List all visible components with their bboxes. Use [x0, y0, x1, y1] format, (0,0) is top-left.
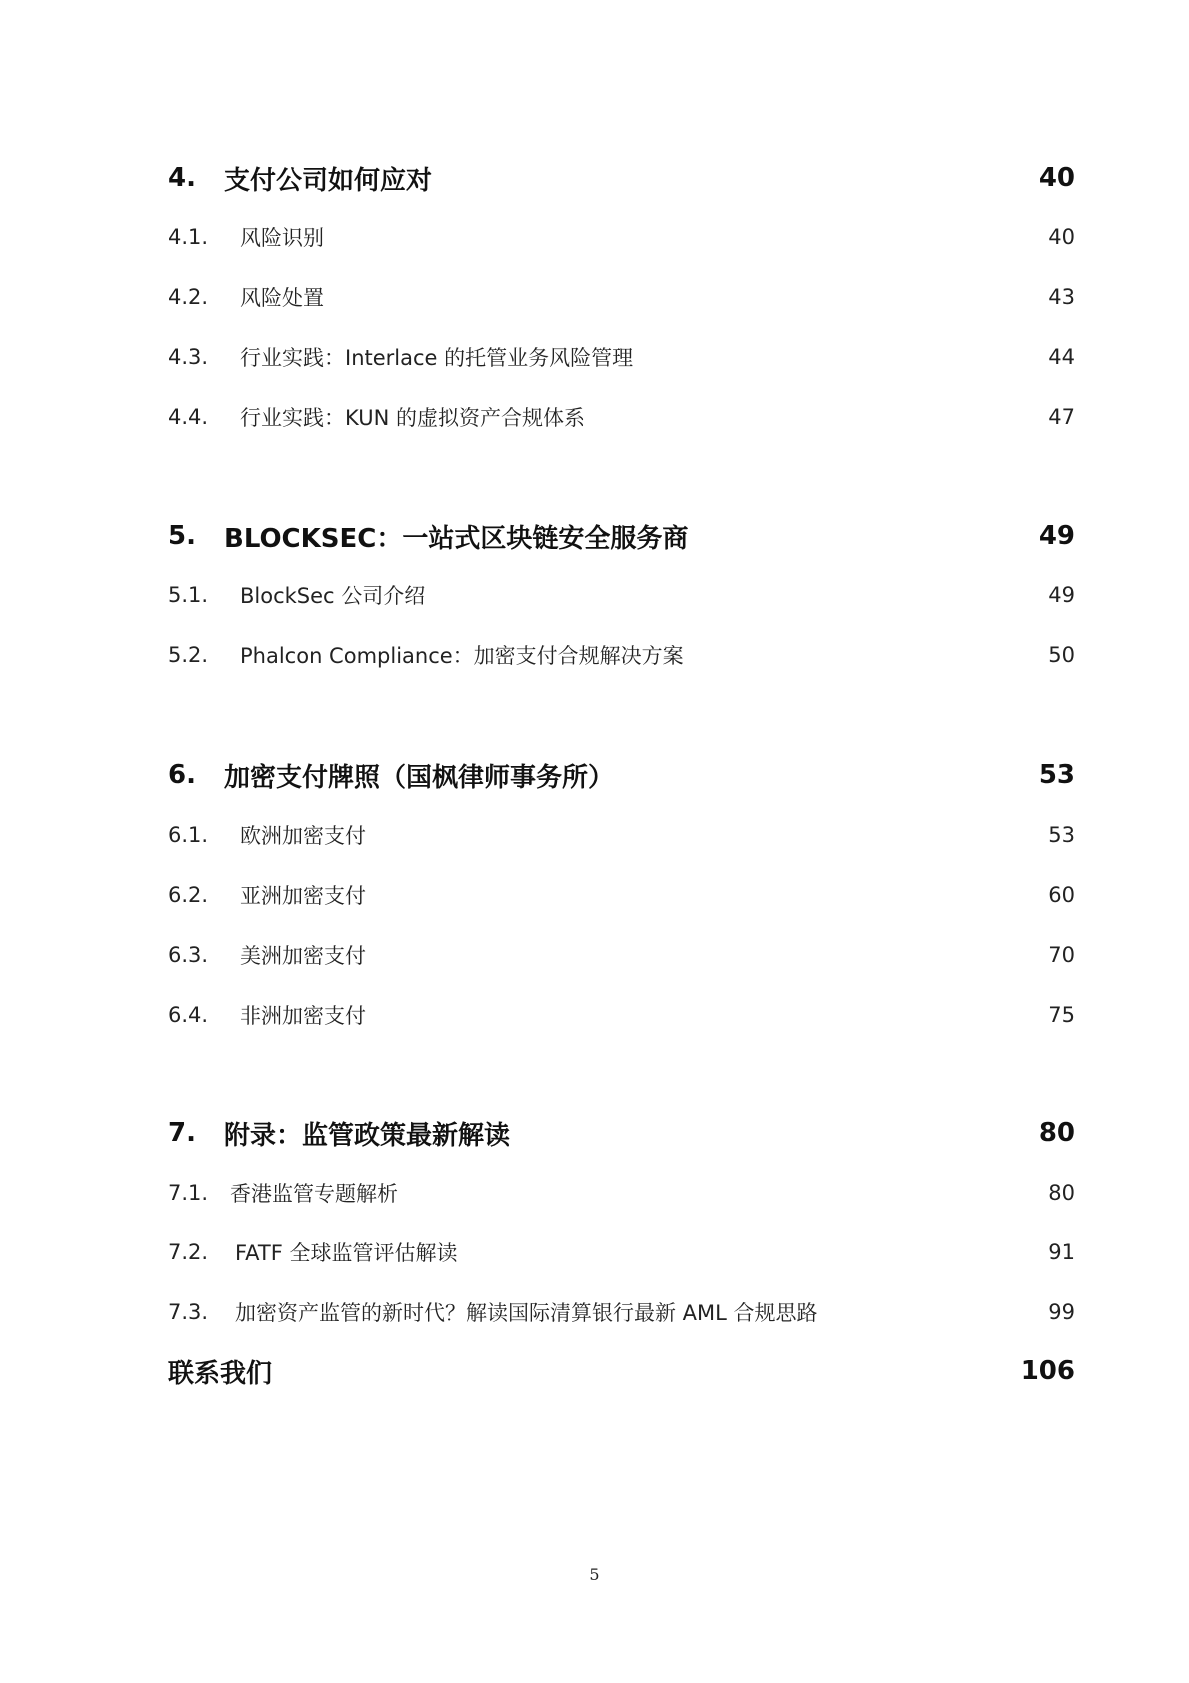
item-number: 7.3. — [168, 1300, 209, 1324]
section-page: 40 — [1038, 163, 1075, 193]
toc-item-4-2[interactable] — [168, 277, 1075, 317]
item-number: 6.2. — [168, 883, 209, 907]
item-number: 4.2. — [168, 285, 209, 309]
toc-section-7[interactable] — [168, 1113, 1075, 1153]
item-title: BlockSec 公司介绍 — [240, 584, 426, 608]
section-title: 加密支付牌照（国枫律师事务所） — [224, 762, 615, 793]
toc-item-6-4[interactable] — [168, 995, 1075, 1035]
section-number: 5. — [168, 521, 196, 551]
item-title: FATF 全球监管评估解读 — [235, 1241, 458, 1265]
item-title: 非洲加密支付 — [240, 1004, 366, 1028]
toc-section-4[interactable] — [168, 158, 1075, 198]
item-number: 7.2. — [168, 1240, 209, 1264]
toc-item-6-3[interactable] — [168, 935, 1075, 975]
item-page: 49 — [1048, 583, 1075, 607]
item-number: 6.1. — [168, 823, 209, 847]
item-title: 美洲加密支付 — [240, 944, 366, 968]
toc-item-5-1[interactable] — [168, 575, 1075, 615]
item-page: 75 — [1048, 1003, 1075, 1027]
item-page: 91 — [1048, 1240, 1075, 1264]
toc-item-4-4[interactable] — [168, 397, 1075, 437]
item-page: 60 — [1048, 883, 1075, 907]
item-number: 4.3. — [168, 345, 209, 369]
item-title: 欧洲加密支付 — [240, 824, 366, 848]
item-page: 47 — [1048, 405, 1075, 429]
item-title: 行业实践：Interlace 的托管业务风险管理 — [240, 346, 634, 370]
contact-title: 联系我们 — [168, 1358, 273, 1389]
section-title: 支付公司如何应对 — [224, 165, 433, 196]
item-title: Phalcon Compliance：加密支付合规解决方案 — [240, 644, 684, 668]
item-number: 4.1. — [168, 225, 209, 249]
item-title: 加密资产监管的新时代？解读国际清算银行最新 AML 合规思路 — [235, 1301, 818, 1325]
toc-item-5-2[interactable] — [168, 635, 1075, 675]
section-number: 7. — [168, 1118, 196, 1148]
item-title: 风险识别 — [240, 226, 324, 250]
section-number: 4. — [168, 163, 196, 193]
toc-item-7-2[interactable] — [168, 1232, 1075, 1272]
item-title: 风险处置 — [240, 286, 324, 310]
section-page: 53 — [1038, 760, 1075, 790]
item-number: 5.1. — [168, 583, 209, 607]
item-page: 50 — [1048, 643, 1075, 667]
item-page: 40 — [1048, 225, 1075, 249]
item-number: 6.3. — [168, 943, 209, 967]
item-page: 80 — [1048, 1181, 1075, 1205]
item-number: 4.4. — [168, 405, 209, 429]
section-title: BLOCKSEC：一站式区块链安全服务商 — [224, 523, 689, 554]
toc-item-6-2[interactable] — [168, 875, 1075, 915]
item-page: 53 — [1048, 823, 1075, 847]
toc-item-6-1[interactable] — [168, 815, 1075, 855]
section-number: 6. — [168, 760, 196, 790]
contact-page: 106 — [1020, 1356, 1075, 1386]
section-page: 49 — [1038, 521, 1075, 551]
section-title: 附录：监管政策最新解读 — [224, 1120, 511, 1151]
item-number: 6.4. — [168, 1003, 209, 1027]
item-title: 亚洲加密支付 — [240, 884, 366, 908]
section-page: 80 — [1038, 1118, 1075, 1148]
item-page: 99 — [1048, 1300, 1075, 1324]
toc-section-6[interactable] — [168, 755, 1075, 795]
item-number: 5.2. — [168, 643, 209, 667]
item-title: 香港监管专题解析 — [230, 1182, 398, 1206]
item-number: 7.1. — [168, 1181, 209, 1205]
toc-item-7-1[interactable] — [168, 1173, 1075, 1213]
toc-item-4-3[interactable] — [168, 337, 1075, 377]
item-title: 行业实践：KUN 的虚拟资产合规体系 — [240, 406, 585, 430]
item-page: 43 — [1048, 285, 1075, 309]
toc-contact[interactable] — [168, 1351, 1075, 1391]
item-page: 70 — [1048, 943, 1075, 967]
toc-section-5[interactable] — [168, 516, 1075, 556]
item-page: 44 — [1048, 345, 1075, 369]
toc-item-4-1[interactable] — [168, 217, 1075, 257]
toc-item-7-3[interactable] — [168, 1292, 1075, 1332]
footer-page-number: 5 — [589, 1565, 600, 1584]
